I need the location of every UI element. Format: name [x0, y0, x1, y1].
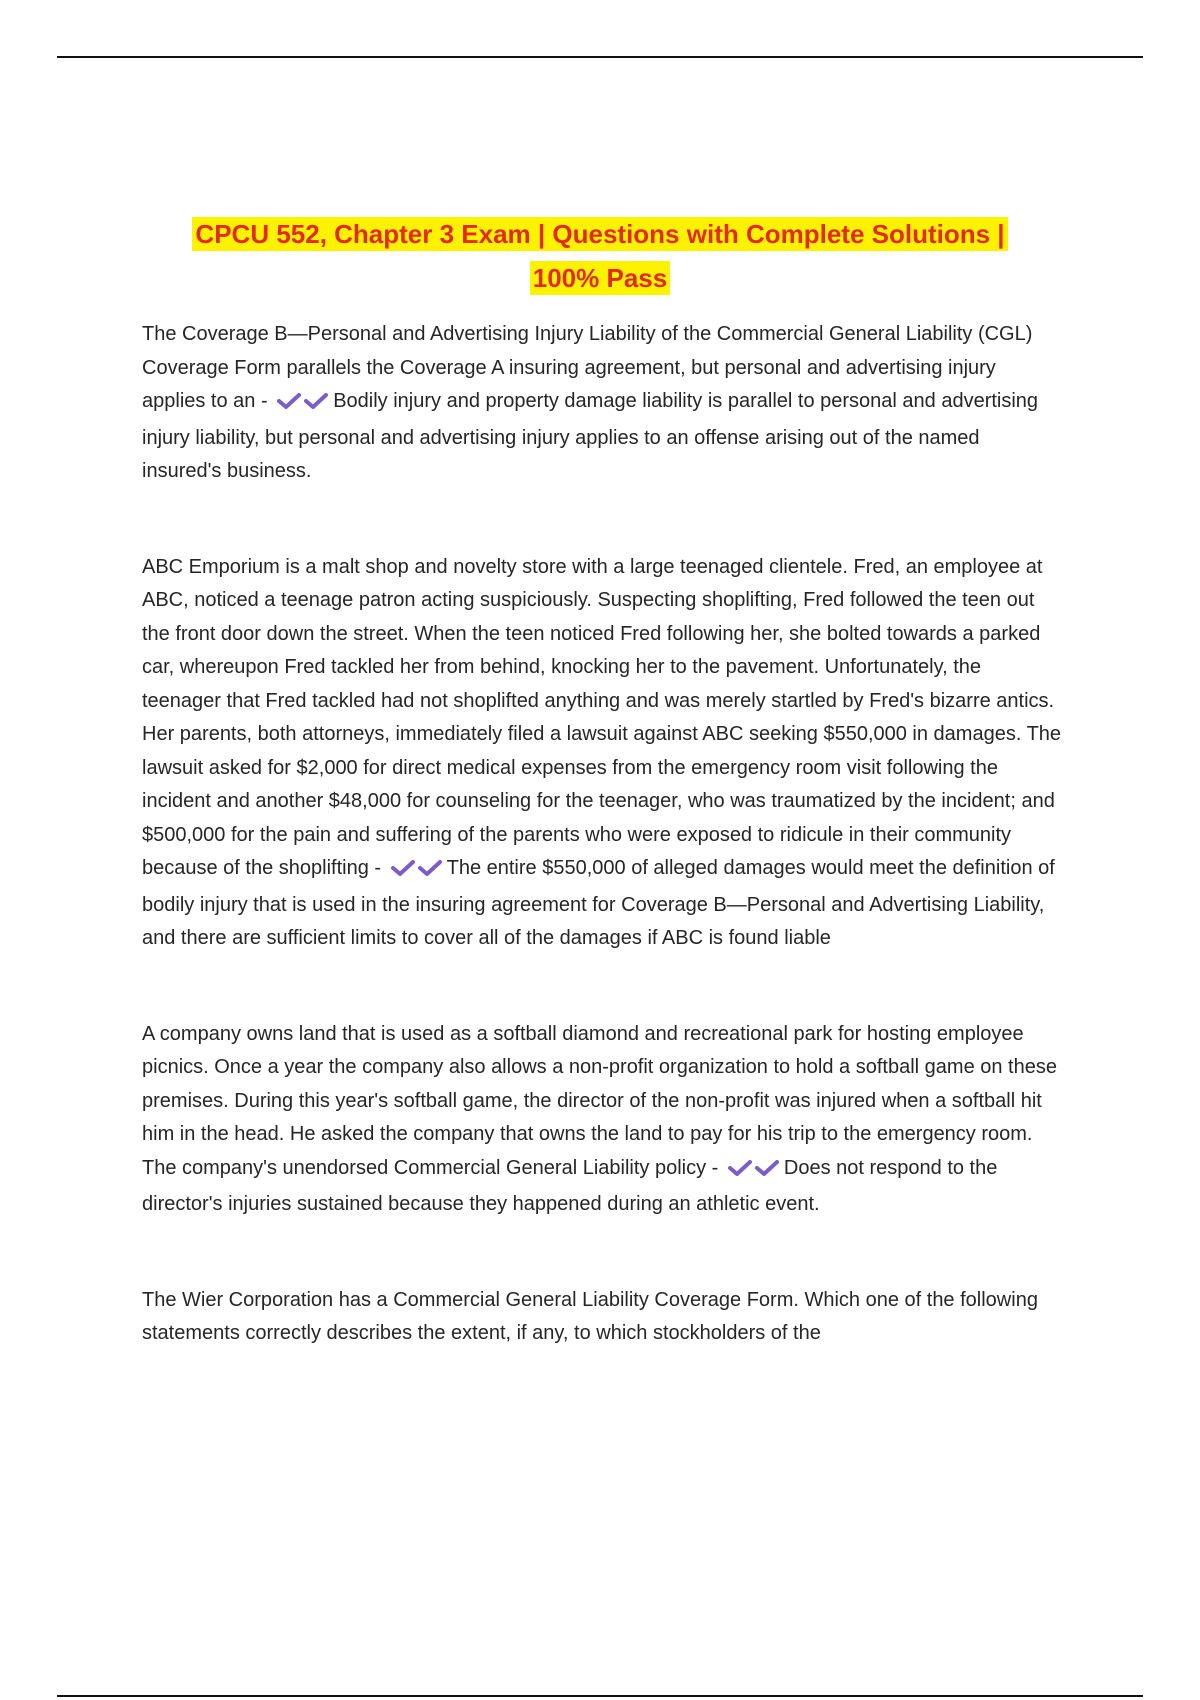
- title-line-1: CPCU 552, Chapter 3 Exam | Questions with Complete Solutions |: [192, 217, 1007, 251]
- answer-text: Does not respond to the director's injuries sustained because they happened during an athletic event.: [142, 1156, 998, 1215]
- qa-item-1: [142, 318, 1062, 489]
- title-line-2: 100% Pass: [530, 261, 670, 295]
- question-text: ABC Emporium is a malt shop and novelty store with a large teenaged clientele. Fred, an employee at ABC, noticed a teenage patron acting suspiciously. Suspecting shoplifting, Fred followed the teen out the front door down the street. When the teen noticed Fred following her, she bolted towards a parked car, whereupon Fred tackled her from behind, knocking her to the pavement. Unfortunately, the teenager that Fred tackled had not shoplifted anything and was merely startled by Fred's bizarre antics. Her parents, both attorneys, immediately filed a lawsuit against ABC seeking $550,000 in damages. The lawsuit asked for $2,000 for direct medical expenses from the emergency room visit following the incident and another $48,000 for counseling for the teenager, who was traumatized by the incident; and $500,000 for the pain and suffering of the parents who were exposed to ridicule in their community because of the shoplifting -: [142, 555, 1062, 879]
- answer-text: Bodily injury and property damage liability is parallel to personal and advertising injury liability, but personal and advertising injury applies to an offense arising out of the named insured's business.: [142, 390, 1039, 482]
- double-check-icon: [277, 388, 331, 422]
- qa-item-2: [142, 551, 1062, 956]
- question-text: A company owns land that is used as a softball diamond and recreational park for hosting employee picnics. Once a year the company also allows a non-profit organization to hold a softball game on these premises. During this year's softball game, the director of the non-profit was injured when a softball hit him in the head. He asked the company that owns the land to pay for his trip to the emergency room. The company's unendorsed Commercial General Liability policy -: [142, 1022, 1057, 1179]
- document-title: [130, 212, 1070, 300]
- question-text: The Coverage B—Personal and Advertising Injury Liability of the Commercial General Liability (CGL) Coverage Form parallels the Coverage A insuring agreement, but personal and advertising injury applies to an -: [142, 323, 1033, 412]
- question-text: The Wier Corporation has a Commercial General Liability Coverage Form. Which one of the following statements correctly describes the extent, if any, to which stockholders of the: [142, 1288, 1038, 1344]
- header-rule: [57, 56, 1143, 58]
- double-check-icon: [391, 855, 445, 889]
- answer-text: The entire $550,000 of alleged damages would meet the definition of bodily injury that is used in the insuring agreement for Coverage B—Personal and Advertising Liability, and there are sufficient limits to cover all of the damages if ABC is found liable: [142, 857, 1055, 949]
- double-check-icon: [728, 1155, 782, 1189]
- document-body: [142, 318, 1062, 1351]
- qa-item-3: [142, 1018, 1062, 1222]
- footer-rule: [57, 1695, 1143, 1697]
- qa-item-4: [142, 1284, 1062, 1351]
